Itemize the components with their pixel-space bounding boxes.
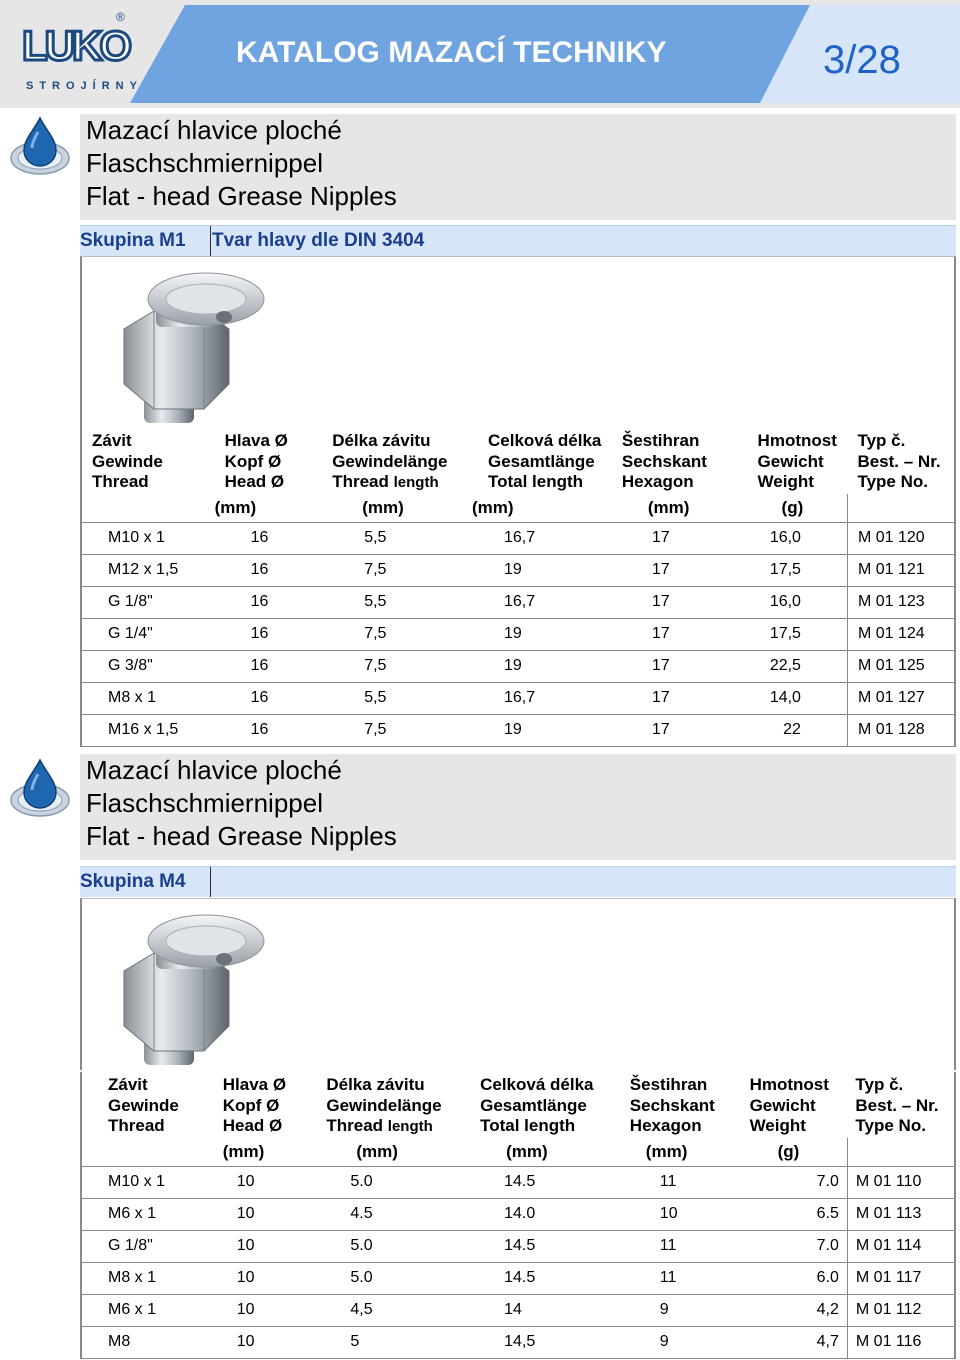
cell-head: 16 [209, 618, 315, 650]
cell-hexagon: 17 [608, 682, 742, 714]
col-total-length-header: Celková délka Gesamtlänge Total length [480, 1075, 594, 1135]
cell-head: 16 [209, 522, 315, 554]
col-thread-header: Závit Gewinde Thread [81, 1072, 209, 1138]
cell-thread: M10 x 1 [81, 522, 209, 554]
cell-type-no: M 01 112 [847, 1294, 955, 1326]
table-row [81, 1262, 955, 1294]
cell-type-no: M 01 110 [847, 1166, 955, 1198]
cell-weight: 14,0 [742, 682, 848, 714]
col-type-header: Typ č. Best. – Nr. Type No. [847, 428, 955, 494]
cell-type-no: M 01 127 [847, 682, 955, 714]
table-header [81, 428, 955, 494]
cell-hexagon: 11 [622, 1262, 742, 1294]
cell-thread: M10 x 1 [81, 1166, 209, 1198]
logo-text: LUKO [22, 22, 129, 69]
cell-thread-length: 7,5 [314, 618, 472, 650]
table-row [81, 618, 955, 650]
cell-thread-length: 5.0 [314, 1166, 472, 1198]
table-row [81, 586, 955, 618]
cell-total-length: 19 [472, 650, 608, 682]
cell-head: 10 [209, 1230, 315, 1262]
cell-weight: 7.0 [742, 1230, 848, 1262]
cell-thread-length: 7,5 [314, 554, 472, 586]
cell-hexagon: 9 [622, 1326, 742, 1358]
cell-total-length: 19 [472, 554, 608, 586]
cell-hexagon: 11 [622, 1166, 742, 1198]
col-total-length-header: Celková délka Gesamtlänge Total length [487, 431, 602, 491]
group-bar-m4 [80, 866, 956, 897]
cell-total-length: 14.0 [472, 1198, 622, 1230]
cell-weight: 6.5 [742, 1198, 848, 1230]
cell-head: 16 [209, 714, 315, 746]
cell-head: 16 [209, 650, 315, 682]
table-row [81, 650, 955, 682]
cell-type-no: M 01 124 [847, 618, 955, 650]
logo-registered-mark: ® [116, 10, 125, 24]
cell-head: 10 [209, 1326, 315, 1358]
cell-thread: M6 x 1 [81, 1294, 209, 1326]
cell-head: 16 [209, 554, 315, 586]
cell-weight: 22 [742, 714, 848, 746]
cell-thread: G 3/8" [81, 650, 209, 682]
table-row [81, 1198, 955, 1230]
cell-weight: 7.0 [742, 1166, 848, 1198]
group-label: Skupina M4 [80, 871, 186, 892]
title-en: Flat - head Grease Nipples [86, 181, 397, 211]
cell-type-no: M 01 120 [847, 522, 955, 554]
cell-weight: 4,2 [742, 1294, 848, 1326]
cell-head: 10 [209, 1166, 315, 1198]
group-separator [210, 226, 211, 256]
cell-total-length: 14.5 [472, 1166, 622, 1198]
cell-head: 10 [209, 1294, 315, 1326]
col-hexagon-header: Šestihran Sechskant Hexagon [621, 431, 707, 491]
cell-hexagon: 17 [608, 650, 742, 682]
cell-thread-length: 5,5 [314, 522, 472, 554]
title-cz: Mazací hlavice ploché [86, 755, 342, 785]
units-row: (mm) (mm) (mm) (mm) (g) [81, 494, 955, 523]
cell-total-length: 16,7 [472, 682, 608, 714]
cell-head: 16 [209, 682, 315, 714]
catalog-title: KATALOG MAZACÍ TECHNIKY [236, 36, 667, 69]
logo-subtext: STROJÍRNY [26, 80, 143, 92]
cell-hexagon: 9 [622, 1294, 742, 1326]
cell-thread-length: 4,5 [314, 1294, 472, 1326]
table-row [81, 1326, 955, 1358]
cell-weight: 16,0 [742, 586, 848, 618]
cell-type-no: M 01 116 [847, 1326, 955, 1358]
product-image-frame [80, 256, 956, 428]
table-row [81, 554, 955, 586]
section-title-m4 [80, 754, 956, 860]
col-weight-header: Hmotnost Gewicht Weight [749, 1075, 829, 1135]
cell-thread-length: 7,5 [314, 650, 472, 682]
cell-thread-length: 5.0 [314, 1230, 472, 1262]
cell-weight: 16,0 [742, 522, 848, 554]
table-row [81, 682, 955, 714]
cell-type-no: M 01 113 [847, 1198, 955, 1230]
cell-weight: 6.0 [742, 1262, 848, 1294]
cell-thread: M8 [81, 1326, 209, 1358]
cell-thread-length: 5,5 [314, 586, 472, 618]
cell-total-length: 19 [472, 714, 608, 746]
cell-head: 16 [209, 586, 315, 618]
cell-type-no: M 01 128 [847, 714, 955, 746]
product-image-frame [80, 898, 956, 1070]
col-thread-header: Závit Gewinde Thread [81, 428, 209, 494]
cell-thread: M8 x 1 [81, 682, 209, 714]
cell-weight: 4,7 [742, 1326, 848, 1358]
col-head-header: Hlava Ø Kopf Ø Head Ø [222, 1075, 287, 1135]
cell-total-length: 19 [472, 618, 608, 650]
cell-total-length: 16,7 [472, 522, 608, 554]
table-row [81, 714, 955, 746]
cell-hexagon: 17 [608, 522, 742, 554]
cell-thread-length: 7,5 [314, 714, 472, 746]
table-row [81, 1166, 955, 1198]
cell-hexagon: 17 [608, 554, 742, 586]
table-row [81, 1294, 955, 1326]
cell-total-length: 14,5 [472, 1326, 622, 1358]
table-row [81, 522, 955, 554]
col-thread-length-header: Délka závitu Gewindelänge Thread length [326, 1075, 442, 1135]
grease-drop-icon [8, 114, 72, 180]
cell-total-length: 16,7 [472, 586, 608, 618]
grease-drop-icon [8, 756, 72, 822]
cell-hexagon: 17 [608, 618, 742, 650]
group-note: Tvar hlavy dle DIN 3404 [212, 230, 425, 251]
cell-total-length: 14.5 [472, 1262, 622, 1294]
cell-hexagon: 17 [608, 586, 742, 618]
cell-thread-length: 4.5 [314, 1198, 472, 1230]
col-hexagon-header: Šestihran Sechskant Hexagon [629, 1075, 715, 1135]
cell-head: 10 [209, 1198, 315, 1230]
col-weight-header: Hmotnost Gewicht Weight [757, 431, 837, 491]
cell-weight: 17,5 [742, 554, 848, 586]
cell-thread: G 1/8" [81, 1230, 209, 1262]
page-header [0, 0, 960, 108]
col-thread-length-header: Délka závitu Gewindelänge Thread length [332, 431, 448, 491]
group-separator [210, 867, 211, 897]
cell-type-no: M 01 114 [847, 1230, 955, 1262]
cell-type-no: M 01 121 [847, 554, 955, 586]
cell-total-length: 14 [472, 1294, 622, 1326]
units-row: (mm) (mm) (mm) (mm) (g) [81, 1138, 955, 1167]
cell-thread-length: 5 [314, 1326, 472, 1358]
title-cz: Mazací hlavice ploché [86, 115, 342, 145]
table-header [81, 1072, 955, 1138]
cell-hexagon: 11 [622, 1230, 742, 1262]
col-head-header: Hlava Ø Kopf Ø Head Ø [224, 431, 288, 491]
title-en: Flat - head Grease Nipples [86, 821, 397, 851]
cell-type-no: M 01 123 [847, 586, 955, 618]
cell-thread-length: 5,5 [314, 682, 472, 714]
grease-nipple-photo [94, 901, 274, 1069]
spec-table-m1 [80, 428, 956, 747]
spec-table-m4 [80, 1072, 956, 1359]
page-number: 3/28 [823, 38, 901, 82]
cell-weight: 17,5 [742, 618, 848, 650]
group-bar-m1 [80, 225, 956, 256]
luko-logo [18, 10, 143, 98]
cell-thread: M16 x 1,5 [81, 714, 209, 746]
cell-type-no: M 01 117 [847, 1262, 955, 1294]
group-label: Skupina M1 [80, 230, 186, 251]
cell-thread: M6 x 1 [81, 1198, 209, 1230]
cell-weight: 22,5 [742, 650, 848, 682]
title-de: Flaschschmiernippel [86, 788, 323, 818]
cell-head: 10 [209, 1262, 315, 1294]
cell-hexagon: 17 [608, 714, 742, 746]
grease-nipple-photo [94, 259, 274, 427]
cell-hexagon: 10 [622, 1198, 742, 1230]
table-row [81, 1230, 955, 1262]
cell-thread: M8 x 1 [81, 1262, 209, 1294]
cell-thread: G 1/8" [81, 586, 209, 618]
col-type-header: Typ č. Best. – Nr. Type No. [847, 1072, 955, 1138]
cell-type-no: M 01 125 [847, 650, 955, 682]
cell-thread-length: 5.0 [314, 1262, 472, 1294]
cell-thread: G 1/4" [81, 618, 209, 650]
section-title-m1 [80, 114, 956, 220]
title-de: Flaschschmiernippel [86, 148, 323, 178]
cell-thread: M12 x 1,5 [81, 554, 209, 586]
cell-total-length: 14.5 [472, 1230, 622, 1262]
